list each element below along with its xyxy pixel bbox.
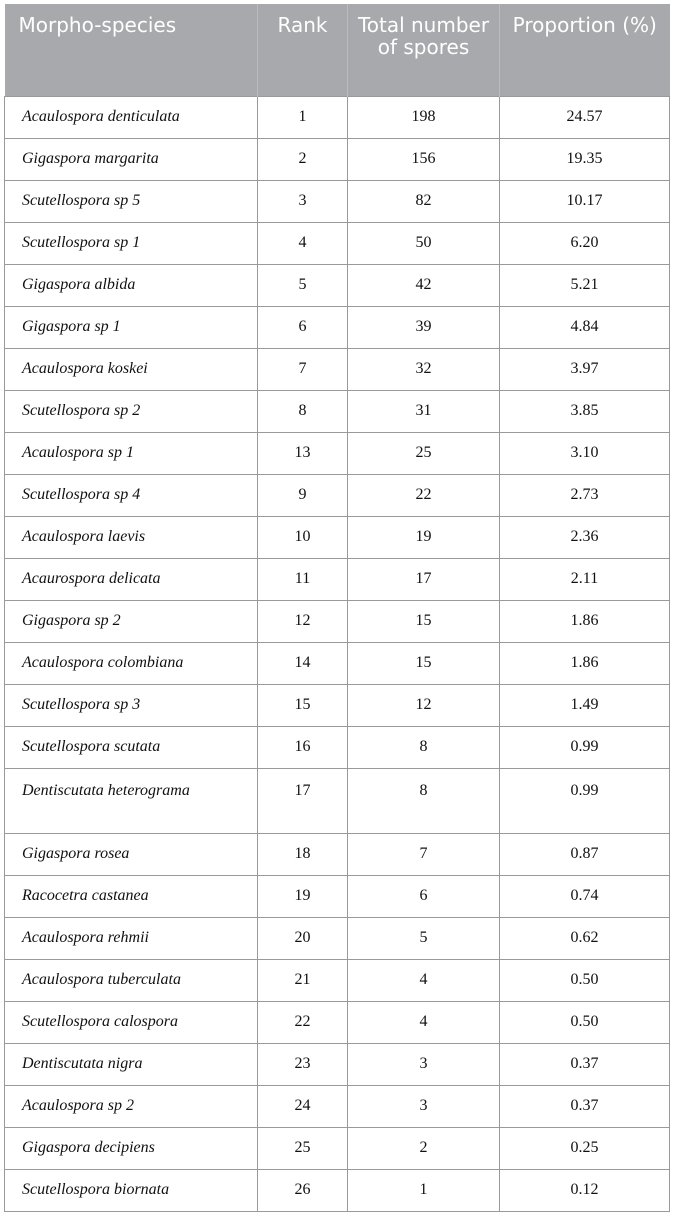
table-row bbox=[5, 558, 670, 600]
proportion-cell: 5.21 bbox=[500, 264, 670, 306]
table-row bbox=[5, 516, 670, 558]
table-row bbox=[5, 432, 670, 474]
proportion-cell: 3.97 bbox=[500, 348, 670, 390]
total-cell: 8 bbox=[348, 768, 500, 833]
table-row bbox=[5, 390, 670, 432]
rank-cell: 25 bbox=[258, 1127, 348, 1169]
table-row bbox=[5, 1127, 670, 1169]
rank-cell: 11 bbox=[258, 558, 348, 600]
total-cell: 6 bbox=[348, 875, 500, 917]
proportion-cell: 0.74 bbox=[500, 875, 670, 917]
species-cell: Scutellospora sp 2 bbox=[5, 390, 258, 432]
species-cell: Scutellospora biornata bbox=[5, 1169, 258, 1211]
proportion-cell: 2.36 bbox=[500, 516, 670, 558]
proportion-cell: 0.87 bbox=[500, 833, 670, 875]
species-cell: Gigaspora rosea bbox=[5, 833, 258, 875]
total-cell: 25 bbox=[348, 432, 500, 474]
rank-cell: 16 bbox=[258, 726, 348, 768]
rank-cell: 22 bbox=[258, 1001, 348, 1043]
species-cell: Scutellospora scutata bbox=[5, 726, 258, 768]
rank-cell: 10 bbox=[258, 516, 348, 558]
table-row bbox=[5, 917, 670, 959]
total-cell: 3 bbox=[348, 1085, 500, 1127]
table-row bbox=[5, 959, 670, 1001]
proportion-cell: 10.17 bbox=[500, 180, 670, 222]
species-cell: Acaulospora denticulata bbox=[5, 96, 258, 138]
species-cell: Gigaspora sp 1 bbox=[5, 306, 258, 348]
total-cell: 19 bbox=[348, 516, 500, 558]
rank-cell: 26 bbox=[258, 1169, 348, 1211]
species-cell: Acaulospora koskei bbox=[5, 348, 258, 390]
species-cell: Scutellospora sp 3 bbox=[5, 684, 258, 726]
rank-cell: 15 bbox=[258, 684, 348, 726]
table-row bbox=[5, 726, 670, 768]
species-cell: Scutellospora sp 4 bbox=[5, 474, 258, 516]
rank-cell: 23 bbox=[258, 1043, 348, 1085]
proportion-cell: 6.20 bbox=[500, 222, 670, 264]
proportion-cell: 0.99 bbox=[500, 726, 670, 768]
proportion-cell: 3.10 bbox=[500, 432, 670, 474]
rank-cell: 20 bbox=[258, 917, 348, 959]
proportion-cell: 19.35 bbox=[500, 138, 670, 180]
rank-cell: 2 bbox=[258, 138, 348, 180]
table-row bbox=[5, 348, 670, 390]
species-cell: Acaulospora colombiana bbox=[5, 642, 258, 684]
species-cell: Acaulospora laevis bbox=[5, 516, 258, 558]
proportion-cell: 1.49 bbox=[500, 684, 670, 726]
header-total: Total number of spores bbox=[348, 4, 500, 96]
species-cell: Gigaspora decipiens bbox=[5, 1127, 258, 1169]
rank-cell: 6 bbox=[258, 306, 348, 348]
table-header bbox=[5, 4, 670, 96]
total-cell: 1 bbox=[348, 1169, 500, 1211]
proportion-cell: 0.50 bbox=[500, 1001, 670, 1043]
table-row bbox=[5, 264, 670, 306]
table-row bbox=[5, 96, 670, 138]
table-row bbox=[5, 222, 670, 264]
proportion-cell: 0.50 bbox=[500, 959, 670, 1001]
total-cell: 7 bbox=[348, 833, 500, 875]
proportion-cell: 4.84 bbox=[500, 306, 670, 348]
total-cell: 4 bbox=[348, 1001, 500, 1043]
table-row bbox=[5, 138, 670, 180]
rank-cell: 5 bbox=[258, 264, 348, 306]
proportion-cell: 0.37 bbox=[500, 1043, 670, 1085]
rank-cell: 24 bbox=[258, 1085, 348, 1127]
total-cell: 32 bbox=[348, 348, 500, 390]
table-row bbox=[5, 180, 670, 222]
rank-cell: 3 bbox=[258, 180, 348, 222]
rank-cell: 14 bbox=[258, 642, 348, 684]
table-row bbox=[5, 1001, 670, 1043]
proportion-cell: 0.12 bbox=[500, 1169, 670, 1211]
proportion-cell: 0.37 bbox=[500, 1085, 670, 1127]
species-cell: Acaulospora rehmii bbox=[5, 917, 258, 959]
rank-cell: 18 bbox=[258, 833, 348, 875]
table-row bbox=[5, 1169, 670, 1211]
total-cell: 156 bbox=[348, 138, 500, 180]
total-cell: 12 bbox=[348, 684, 500, 726]
header-proportion: Proportion (%) bbox=[500, 4, 670, 96]
species-cell: Acaulospora tuberculata bbox=[5, 959, 258, 1001]
table-row bbox=[5, 474, 670, 516]
proportion-cell: 0.62 bbox=[500, 917, 670, 959]
total-cell: 31 bbox=[348, 390, 500, 432]
species-cell: Gigaspora margarita bbox=[5, 138, 258, 180]
total-cell: 42 bbox=[348, 264, 500, 306]
total-cell: 5 bbox=[348, 917, 500, 959]
total-cell: 4 bbox=[348, 959, 500, 1001]
species-cell: Dentiscutata nigra bbox=[5, 1043, 258, 1085]
rank-cell: 21 bbox=[258, 959, 348, 1001]
total-cell: 50 bbox=[348, 222, 500, 264]
proportion-cell: 1.86 bbox=[500, 600, 670, 642]
proportion-cell: 24.57 bbox=[500, 96, 670, 138]
proportion-cell: 2.11 bbox=[500, 558, 670, 600]
table-row bbox=[5, 768, 670, 833]
rank-cell: 19 bbox=[258, 875, 348, 917]
total-cell: 15 bbox=[348, 600, 500, 642]
rank-cell: 9 bbox=[258, 474, 348, 516]
rank-cell: 13 bbox=[258, 432, 348, 474]
proportion-cell: 2.73 bbox=[500, 474, 670, 516]
species-cell: Scutellospora sp 1 bbox=[5, 222, 258, 264]
table-body bbox=[5, 96, 670, 1211]
total-cell: 2 bbox=[348, 1127, 500, 1169]
species-cell: Dentiscutata heterograma bbox=[5, 768, 258, 833]
species-cell: Acaulospora sp 2 bbox=[5, 1085, 258, 1127]
rank-cell: 1 bbox=[258, 96, 348, 138]
table-row bbox=[5, 306, 670, 348]
table-row bbox=[5, 875, 670, 917]
proportion-cell: 0.25 bbox=[500, 1127, 670, 1169]
proportion-cell: 3.85 bbox=[500, 390, 670, 432]
table-row bbox=[5, 642, 670, 684]
rank-cell: 7 bbox=[258, 348, 348, 390]
proportion-cell: 0.99 bbox=[500, 768, 670, 833]
rank-cell: 8 bbox=[258, 390, 348, 432]
species-cell: Scutellospora calospora bbox=[5, 1001, 258, 1043]
header-species: Morpho-species bbox=[5, 4, 258, 96]
table-row bbox=[5, 684, 670, 726]
rank-cell: 12 bbox=[258, 600, 348, 642]
species-cell: Gigaspora sp 2 bbox=[5, 600, 258, 642]
table-row bbox=[5, 833, 670, 875]
total-cell: 82 bbox=[348, 180, 500, 222]
header-rank: Rank bbox=[258, 4, 348, 96]
total-cell: 39 bbox=[348, 306, 500, 348]
species-cell: Gigaspora albida bbox=[5, 264, 258, 306]
header-row bbox=[5, 4, 670, 96]
total-cell: 17 bbox=[348, 558, 500, 600]
table-row bbox=[5, 1043, 670, 1085]
table-row bbox=[5, 1085, 670, 1127]
total-cell: 198 bbox=[348, 96, 500, 138]
total-cell: 8 bbox=[348, 726, 500, 768]
rank-cell: 17 bbox=[258, 768, 348, 833]
species-cell: Acaurospora delicata bbox=[5, 558, 258, 600]
species-cell: Acaulospora sp 1 bbox=[5, 432, 258, 474]
total-cell: 15 bbox=[348, 642, 500, 684]
proportion-cell: 1.86 bbox=[500, 642, 670, 684]
table-row bbox=[5, 600, 670, 642]
total-cell: 22 bbox=[348, 474, 500, 516]
rank-cell: 4 bbox=[258, 222, 348, 264]
species-cell: Racocetra castanea bbox=[5, 875, 258, 917]
species-table bbox=[4, 4, 670, 1212]
total-cell: 3 bbox=[348, 1043, 500, 1085]
species-cell: Scutellospora sp 5 bbox=[5, 180, 258, 222]
